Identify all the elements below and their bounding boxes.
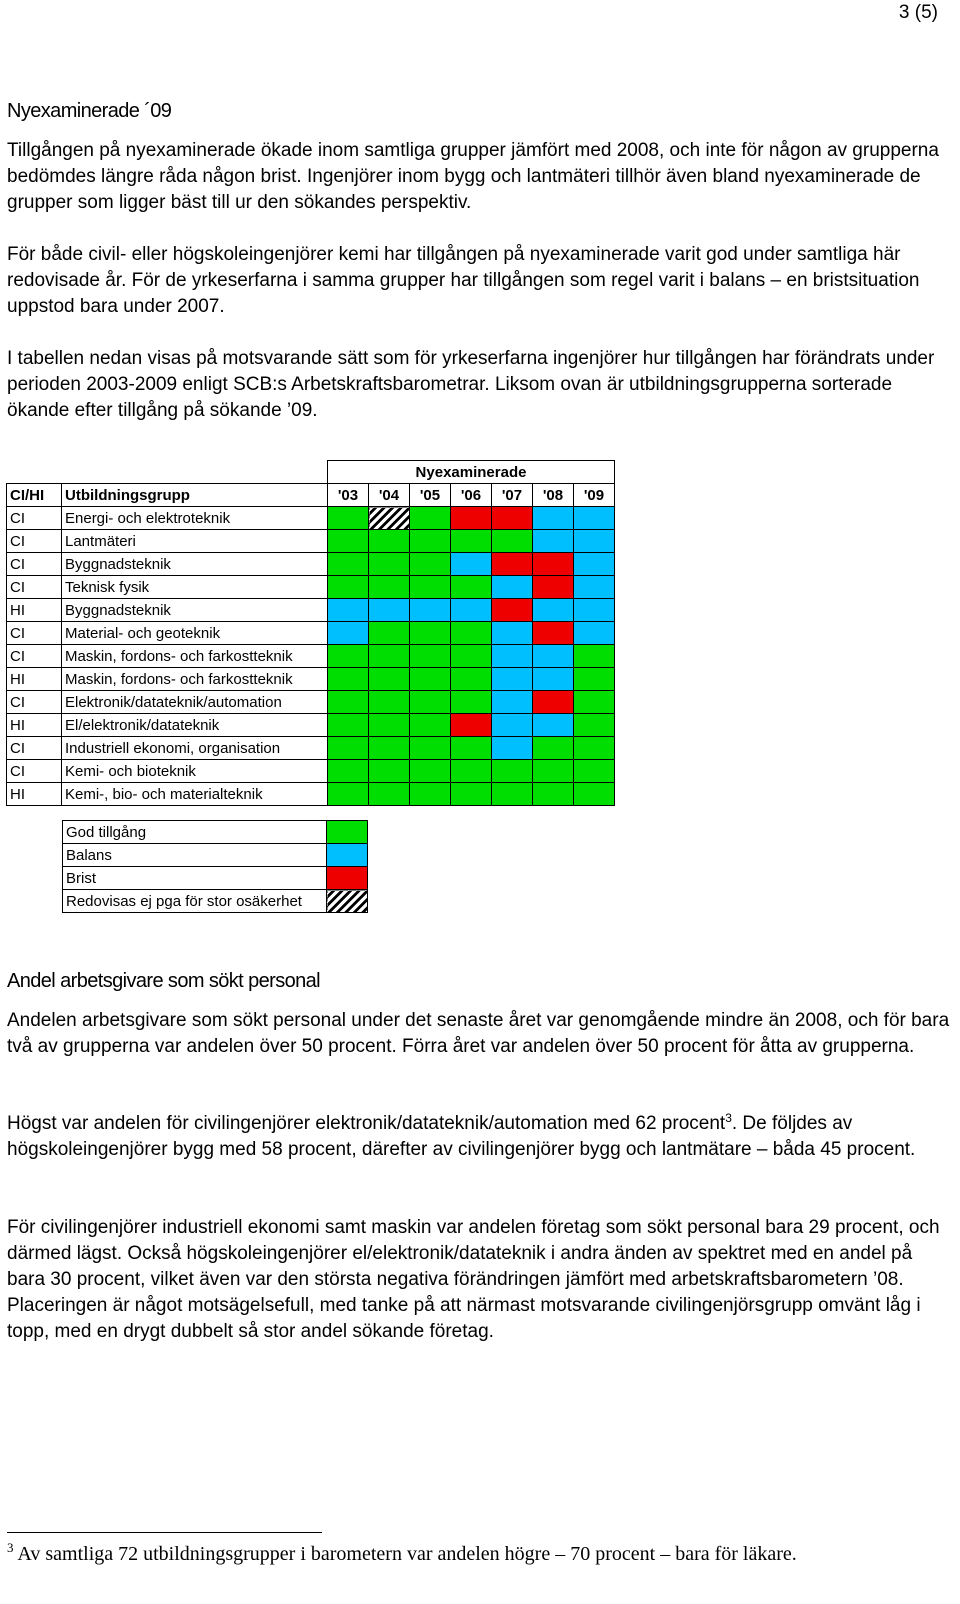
table-row	[7, 783, 615, 806]
status-cell	[574, 691, 615, 714]
education-group: Industriell ekonomi, organisation	[62, 737, 328, 760]
status-cell	[369, 783, 410, 806]
status-cell	[328, 530, 369, 553]
legend-swatch	[327, 821, 368, 844]
status-cell	[492, 622, 533, 645]
status-cell	[410, 668, 451, 691]
status-cell	[451, 760, 492, 783]
status-cell	[369, 599, 410, 622]
legend-item	[63, 867, 368, 890]
status-cell	[533, 645, 574, 668]
status-cell	[410, 714, 451, 737]
status-cell	[533, 576, 574, 599]
paragraph	[7, 1111, 952, 1163]
paragraph: Tillgången på nyexaminerade ökade inom samtliga grupper jämfört med 2008, och inte för någon av grupperna bedömdes längre råda någon brist. Ingenjörer inom bygg och lantmäteri tillhör även bland nyexaminerade de grupper som ligger bäst till ur den sökandes perspektiv.	[7, 140, 939, 213]
footnote	[7, 1540, 797, 1566]
paragraph-text: Högst var andelen för civilingenjörer elektronik/datateknik/automation med 62 procent	[7, 1113, 726, 1134]
status-cell	[328, 576, 369, 599]
engineer-type: CI	[7, 691, 62, 714]
table-row	[7, 645, 615, 668]
table-row	[7, 530, 615, 553]
status-cell	[492, 530, 533, 553]
status-cell	[574, 553, 615, 576]
status-cell	[369, 530, 410, 553]
table-row	[7, 760, 615, 783]
status-cell	[451, 737, 492, 760]
status-cell	[328, 599, 369, 622]
status-cell	[451, 576, 492, 599]
year-header: '06	[451, 484, 492, 507]
status-cell	[328, 783, 369, 806]
status-cell	[328, 622, 369, 645]
status-cell	[410, 645, 451, 668]
status-cell	[369, 553, 410, 576]
status-cell	[410, 553, 451, 576]
status-cell	[451, 783, 492, 806]
status-cell	[574, 645, 615, 668]
status-cell	[574, 599, 615, 622]
footnote-text: Av samtliga 72 utbildningsgrupper i barometern var andelen högre – 70 procent – bara för läkare.	[17, 1543, 797, 1565]
status-cell	[533, 668, 574, 691]
table-row	[7, 691, 615, 714]
status-cell	[533, 783, 574, 806]
education-group: Material- och geoteknik	[62, 622, 328, 645]
group-header: Nyexaminerade	[328, 461, 615, 484]
legend-label: Redovisas ej pga för stor osäkerhet	[63, 890, 327, 913]
status-cell	[533, 760, 574, 783]
supply-table	[6, 460, 615, 806]
legend-label: God tillgång	[63, 821, 327, 844]
paragraph: I tabellen nedan visas på motsvarande sätt som för yrkeserfarna ingenjörer hur tillgången har förändrats under perioden 2003-2009 enligt SCB:s Arbetskraftsbarometrar. Liksom ovan är utbildningsgrupperna sorterade ökande efter tillgång på sökande ’09.	[7, 348, 935, 421]
status-cell	[574, 576, 615, 599]
status-cell	[451, 530, 492, 553]
engineer-type: CI	[7, 760, 62, 783]
legend	[62, 820, 368, 913]
footnote-reference[interactable]: 3	[725, 1111, 732, 1125]
education-group: Lantmäteri	[62, 530, 328, 553]
year-header: '07	[492, 484, 533, 507]
education-group: Byggnadsteknik	[62, 553, 328, 576]
status-cell	[533, 553, 574, 576]
footnote-separator	[7, 1532, 322, 1533]
status-cell	[451, 691, 492, 714]
education-group: Energi- och elektroteknik	[62, 507, 328, 530]
status-cell	[492, 576, 533, 599]
footnote-marker: 3	[7, 1540, 14, 1555]
legend-swatch	[327, 867, 368, 890]
legend-swatch	[327, 844, 368, 867]
status-cell	[533, 714, 574, 737]
status-cell	[369, 760, 410, 783]
paragraph-text: . De följdes av högskoleingenjörer bygg med 58 procent, därefter av civilingenjörer bygg och lantmätare – båda 45 procent.	[7, 1113, 916, 1160]
status-cell	[328, 737, 369, 760]
table-row	[7, 507, 615, 530]
status-cell	[492, 599, 533, 622]
column-header-group: Utbildningsgrupp	[62, 484, 328, 507]
education-group: Kemi-, bio- och materialteknik	[62, 783, 328, 806]
status-cell	[451, 599, 492, 622]
engineer-type: CI	[7, 530, 62, 553]
status-cell	[492, 737, 533, 760]
status-cell	[451, 553, 492, 576]
status-cell	[533, 737, 574, 760]
education-group: Elektronik/datateknik/automation	[62, 691, 328, 714]
status-cell	[451, 507, 492, 530]
status-cell	[492, 714, 533, 737]
status-cell	[492, 783, 533, 806]
status-cell	[410, 507, 451, 530]
status-cell	[574, 783, 615, 806]
year-header: '09	[574, 484, 615, 507]
legend-label: Balans	[63, 844, 327, 867]
paragraph: Andelen arbetsgivare som sökt personal under det senaste året var genomgående mindre än 2008, och för bara två av grupperna var andelen över 50 procent. Förra året var andelen över 50 procent för åtta av grupperna.	[7, 1010, 950, 1057]
status-cell	[574, 668, 615, 691]
status-cell	[410, 576, 451, 599]
status-cell	[369, 576, 410, 599]
status-cell	[574, 714, 615, 737]
status-cell	[369, 714, 410, 737]
status-cell	[533, 530, 574, 553]
status-cell	[533, 507, 574, 530]
year-header: '03	[328, 484, 369, 507]
table-row	[7, 622, 615, 645]
status-cell	[369, 507, 410, 530]
education-group: Teknisk fysik	[62, 576, 328, 599]
engineer-type: HI	[7, 783, 62, 806]
status-cell	[451, 668, 492, 691]
status-cell	[492, 760, 533, 783]
engineer-type: CI	[7, 622, 62, 645]
status-cell	[492, 668, 533, 691]
status-cell	[492, 645, 533, 668]
status-cell	[492, 691, 533, 714]
status-cell	[328, 553, 369, 576]
status-cell	[369, 737, 410, 760]
paragraph: För både civil- eller högskoleingenjörer kemi har tillgången på nyexaminerade varit god under samtliga här redovisade år. För de yrkeserfarna i samma grupper har tillgången som regel varit i balans – en bristsituation uppstod bara under 2007.	[7, 244, 920, 317]
status-cell	[492, 553, 533, 576]
year-header: '08	[533, 484, 574, 507]
education-group: Maskin, fordons- och farkostteknik	[62, 645, 328, 668]
engineer-type: CI	[7, 576, 62, 599]
engineer-type: CI	[7, 737, 62, 760]
status-cell	[533, 691, 574, 714]
engineer-type: CI	[7, 553, 62, 576]
engineer-type: HI	[7, 714, 62, 737]
engineer-type: HI	[7, 668, 62, 691]
status-cell	[328, 714, 369, 737]
status-cell	[451, 622, 492, 645]
year-header: '04	[369, 484, 410, 507]
status-cell	[410, 622, 451, 645]
table-row	[7, 576, 615, 599]
column-header-type: CI/HI	[7, 484, 62, 507]
legend-item	[63, 821, 368, 844]
legend-item	[63, 890, 368, 913]
legend-swatch	[327, 890, 368, 913]
legend-label: Brist	[63, 867, 327, 890]
year-header: '05	[410, 484, 451, 507]
engineer-type: CI	[7, 645, 62, 668]
table-row	[7, 553, 615, 576]
section-heading-andel-arbetsgivare: Andel arbetsgivare som sökt personal	[7, 970, 321, 992]
status-cell	[574, 737, 615, 760]
legend-item	[63, 844, 368, 867]
education-group: Byggnadsteknik	[62, 599, 328, 622]
table-row	[7, 714, 615, 737]
table-row	[7, 599, 615, 622]
section-heading-nyexaminerade: Nyexaminerade ´09	[7, 100, 172, 122]
status-cell	[328, 507, 369, 530]
page-number: 3 (5)	[898, 2, 938, 23]
status-cell	[410, 691, 451, 714]
status-cell	[410, 530, 451, 553]
education-group: El/elektronik/datateknik	[62, 714, 328, 737]
status-cell	[492, 507, 533, 530]
status-cell	[410, 737, 451, 760]
status-cell	[574, 760, 615, 783]
education-group: Maskin, fordons- och farkostteknik	[62, 668, 328, 691]
status-cell	[369, 622, 410, 645]
status-cell	[369, 645, 410, 668]
status-cell	[328, 691, 369, 714]
status-cell	[410, 599, 451, 622]
engineer-type: HI	[7, 599, 62, 622]
status-cell	[574, 622, 615, 645]
status-cell	[369, 668, 410, 691]
status-cell	[451, 645, 492, 668]
engineer-type: CI	[7, 507, 62, 530]
status-cell	[328, 645, 369, 668]
status-cell	[328, 760, 369, 783]
table-row	[7, 737, 615, 760]
status-cell	[574, 507, 615, 530]
status-cell	[533, 622, 574, 645]
education-group: Kemi- och bioteknik	[62, 760, 328, 783]
status-cell	[533, 599, 574, 622]
status-cell	[410, 783, 451, 806]
table-row	[7, 668, 615, 691]
status-cell	[451, 714, 492, 737]
status-cell	[410, 760, 451, 783]
status-cell	[328, 668, 369, 691]
status-cell	[369, 691, 410, 714]
paragraph: För civilingenjörer industriell ekonomi samt maskin var andelen företag som sökt personal bara 29 procent, och därmed lägst. Också högskoleingenjörer el/elektronik/datateknik i andra änden av spektret med en andel på bara 30 procent, vilket även var den största negativa förändringen jämfört med arbetskraftsbarometern ’08. Placeringen är något motsägelsefull, med tanke på att närmast motsvarande civilingenjörsgrupp omvänt låg i topp, med en drygt dubbelt så stor andel sökande företag.	[7, 1217, 940, 1342]
status-cell	[574, 530, 615, 553]
